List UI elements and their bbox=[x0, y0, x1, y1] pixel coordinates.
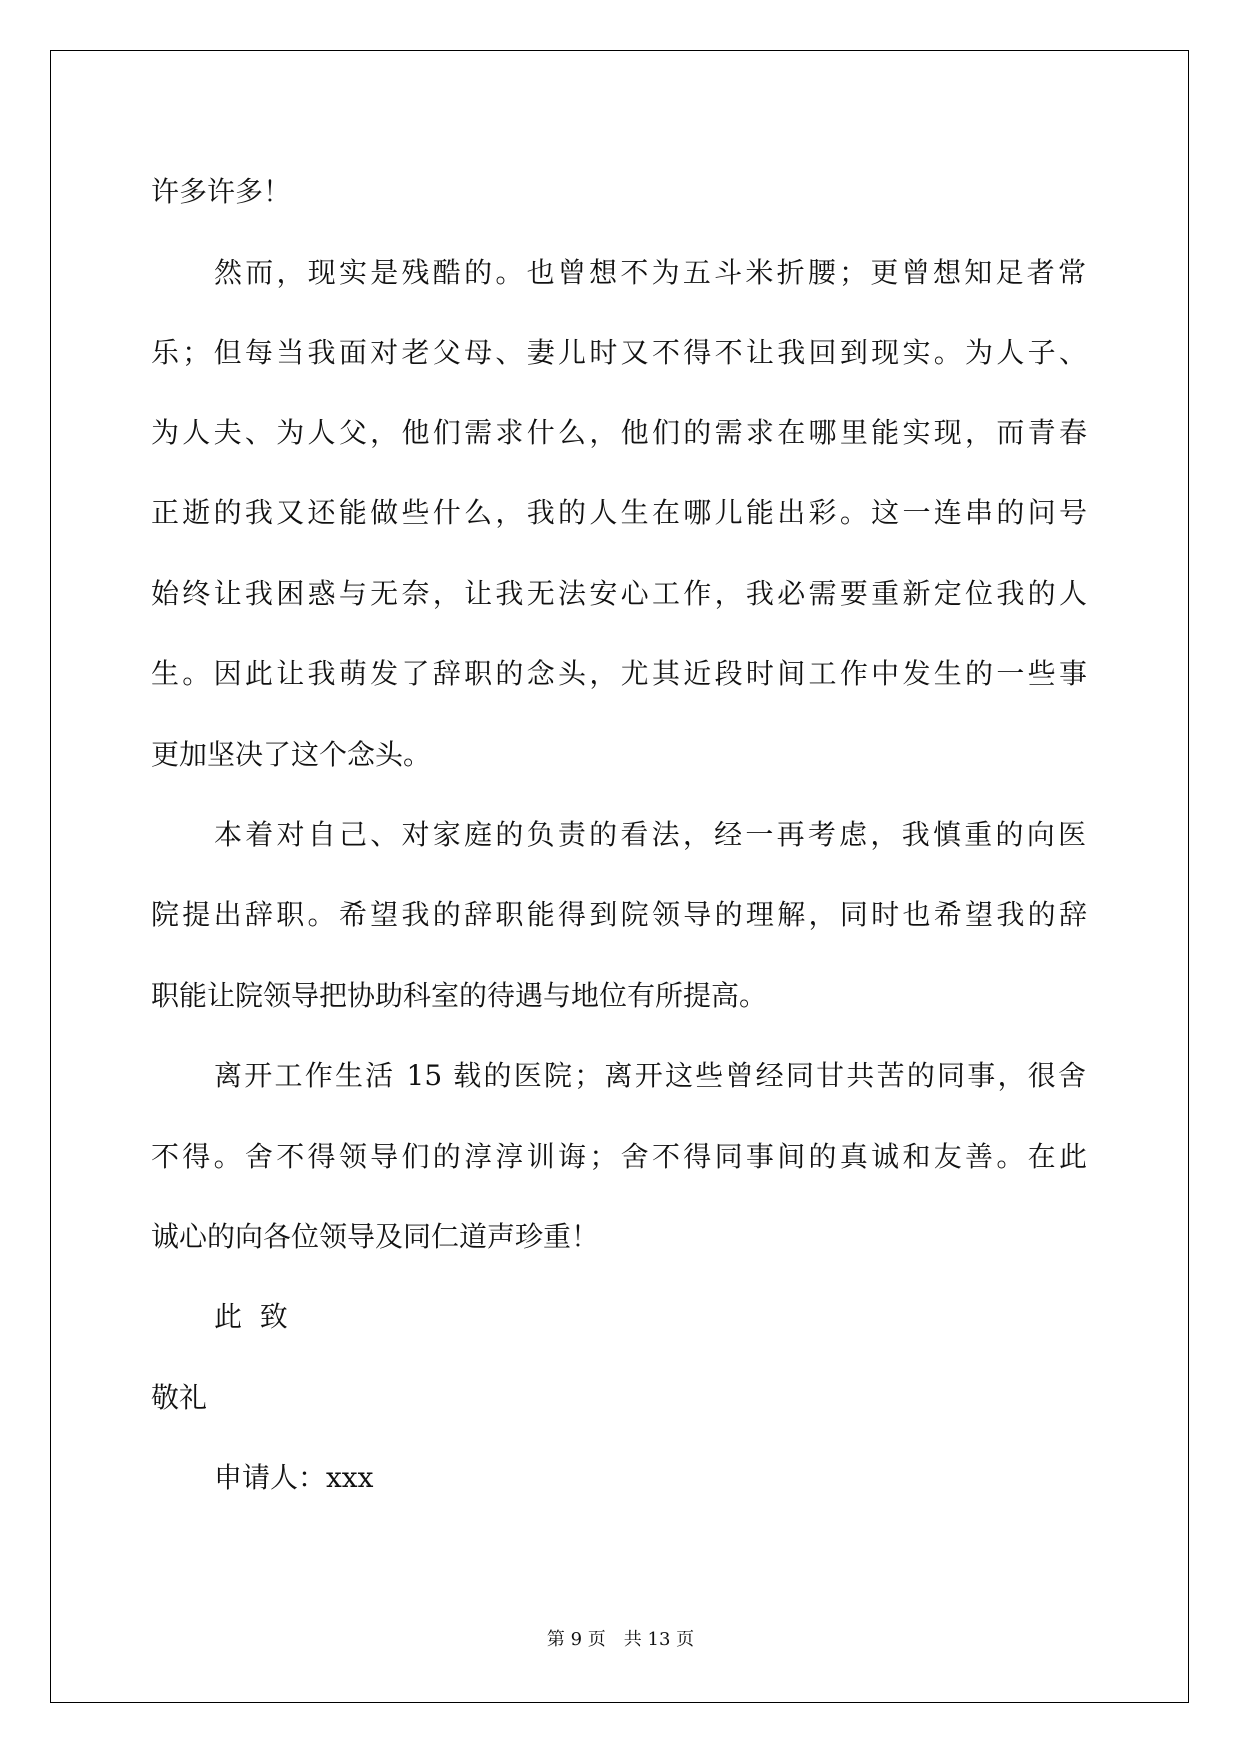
text-line: 离开工作生活 15 载的医院；离开这些曾经同甘共苦的同事，很舍 bbox=[214, 1059, 1086, 1092]
page-number-current: 第 9 页 bbox=[546, 1629, 606, 1650]
text-line: 然而，现实是残酷的。也曾想不为五斗米折腰；更曾想知足者常 bbox=[214, 256, 1086, 289]
text-line: 更加坚决了这个念头。 bbox=[151, 738, 432, 771]
text-line: 生。因此让我萌发了辞职的念头，尤其近段时间工作中发生的一些事 bbox=[151, 657, 1087, 690]
closing-regards: 敬礼 bbox=[151, 1381, 208, 1414]
text-line: 许多许多！ bbox=[151, 175, 292, 208]
text-line: 本着对自己、对家庭的负责的看法，经一再考虑，我慎重的向医 bbox=[214, 818, 1086, 851]
text-line: 为人夫、为人父，他们需求什么，他们的需求在哪里能实现，而青春 bbox=[151, 416, 1087, 449]
page-border bbox=[50, 50, 1189, 1703]
page-number-total: 共 13 页 bbox=[623, 1629, 695, 1650]
page-footer bbox=[0, 1625, 1241, 1651]
applicant-signature: 申请人：xxx bbox=[214, 1461, 374, 1494]
text-line: 正逝的我又还能做些什么，我的人生在哪儿能出彩。这一连串的问号 bbox=[151, 496, 1087, 529]
text-line: 职能让院领导把协助科室的待遇与地位有所提高。 bbox=[151, 979, 768, 1012]
text-line: 不得。舍不得领导们的淳淳训诲；舍不得同事间的真诚和友善。在此 bbox=[151, 1140, 1087, 1173]
closing-salutation: 此 致 bbox=[214, 1300, 288, 1333]
text-line: 诚心的向各位领导及同仁道声珍重！ bbox=[151, 1220, 600, 1253]
text-line: 院提出辞职。希望我的辞职能得到院领导的理解，同时也希望我的辞 bbox=[151, 898, 1087, 931]
text-line: 始终让我困惑与无奈，让我无法安心工作，我必需要重新定位我的人 bbox=[151, 577, 1087, 610]
text-line: 乐；但每当我面对老父母、妻儿时又不得不让我回到现实。为人子、 bbox=[151, 336, 1087, 369]
